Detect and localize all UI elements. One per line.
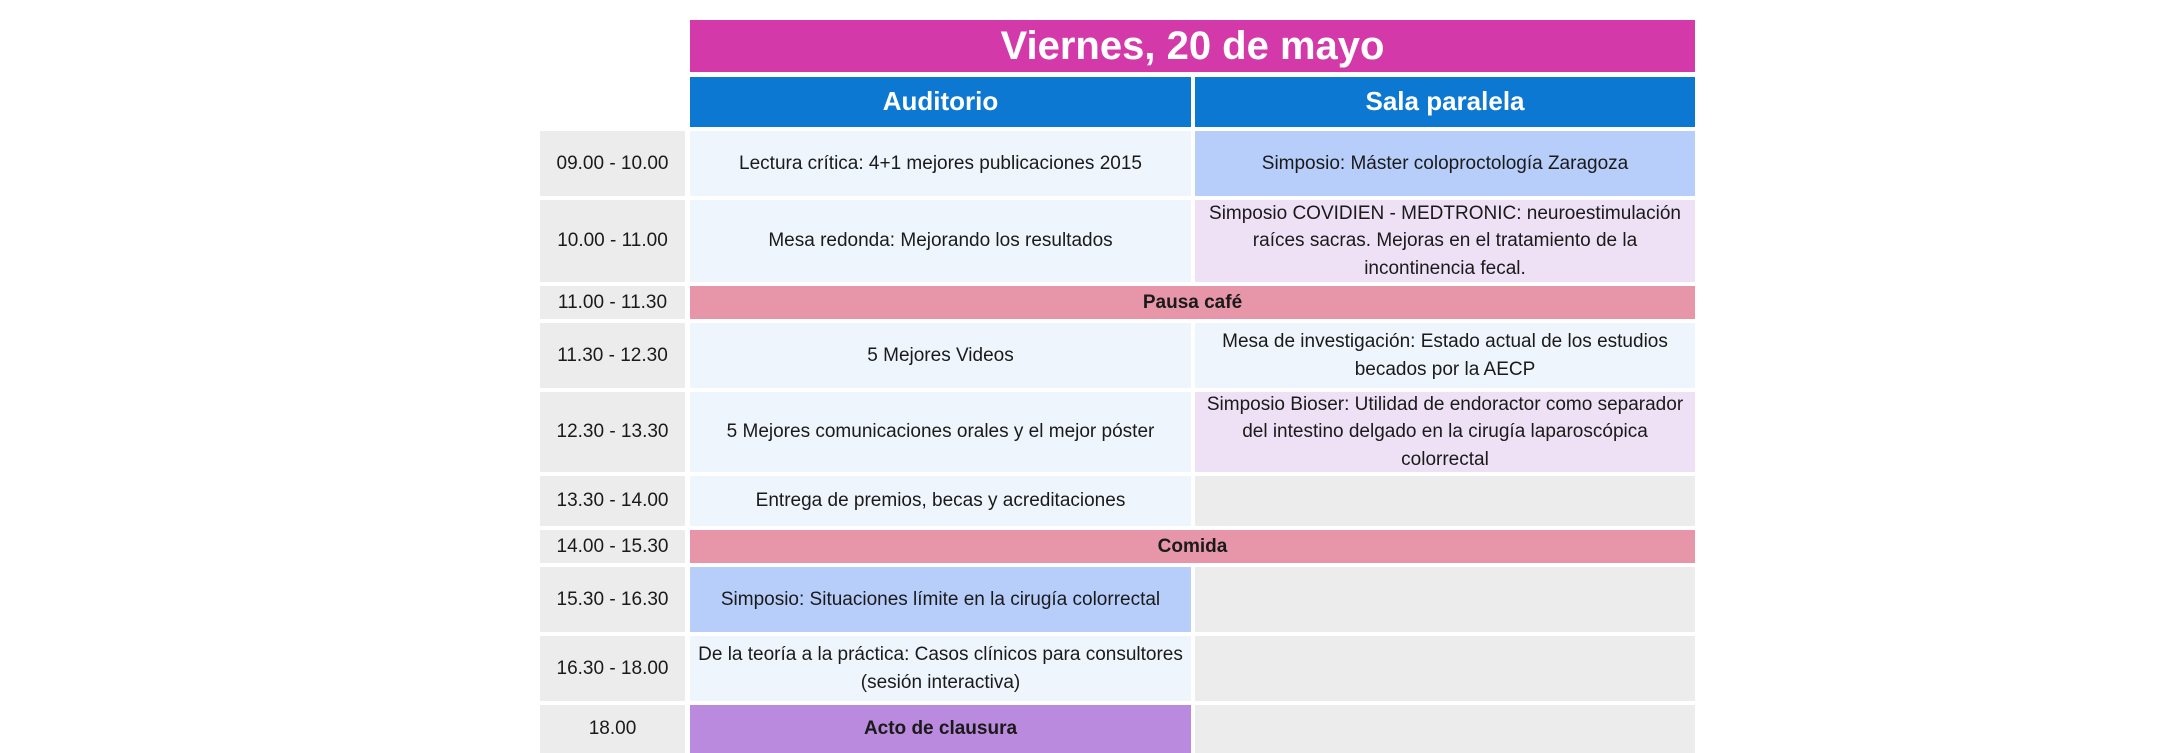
auditorio-session: Mesa redonda: Mejorando los resultados	[690, 200, 1191, 282]
break-row: Pausa café	[690, 286, 1695, 319]
time-cell: 16.30 - 18.00	[540, 636, 685, 701]
lunch-row: Comida	[690, 530, 1695, 563]
auditorio-session: De la teoría a la práctica: Casos clínicos para consultores (sesión interactiva)	[690, 636, 1191, 701]
auditorio-session: Simposio: Situaciones límite en la cirugía colorrectal	[690, 567, 1191, 632]
sala-session: Simposio Bioser: Utilidad de endoractor como separador del intestino delgado en la cirugía laparoscópica colorrectal	[1195, 392, 1695, 472]
sala-session-empty	[1195, 636, 1695, 701]
time-cell: 15.30 - 16.30	[540, 567, 685, 632]
auditorio-session: Entrega de premios, becas y acreditaciones	[690, 476, 1191, 526]
time-cell: 18.00	[540, 705, 685, 753]
sala-session: Simposio: Máster coloproctología Zaragoza	[1195, 131, 1695, 196]
closing-session: Acto de clausura	[690, 705, 1191, 753]
header-auditorio: Auditorio	[690, 77, 1191, 127]
time-cell: 14.00 - 15.30	[540, 530, 685, 563]
sala-session: Simposio COVIDIEN - MEDTRONIC: neuroestimulación raíces sacras. Mejoras en el tratamiento de la incontinencia fecal.	[1195, 200, 1695, 282]
time-cell: 10.00 - 11.00	[540, 200, 685, 282]
time-cell: 09.00 - 10.00	[540, 131, 685, 196]
time-cell: 11.30 - 12.30	[540, 323, 685, 388]
header-sala-paralela: Sala paralela	[1195, 77, 1695, 127]
time-cell: 12.30 - 13.30	[540, 392, 685, 472]
day-title: Viernes, 20 de mayo	[690, 20, 1695, 72]
time-cell: 11.00 - 11.30	[540, 286, 685, 319]
sala-session: Mesa de investigación: Estado actual de los estudios becados por la AECP	[1195, 323, 1695, 388]
time-cell: 13.30 - 14.00	[540, 476, 685, 526]
sala-session-empty	[1195, 476, 1695, 526]
auditorio-session: Lectura crítica: 4+1 mejores publicaciones 2015	[690, 131, 1191, 196]
auditorio-session: 5 Mejores comunicaciones orales y el mejor póster	[690, 392, 1191, 472]
sala-session-empty	[1195, 705, 1695, 753]
auditorio-session: 5 Mejores Videos	[690, 323, 1191, 388]
sala-session-empty	[1195, 567, 1695, 632]
